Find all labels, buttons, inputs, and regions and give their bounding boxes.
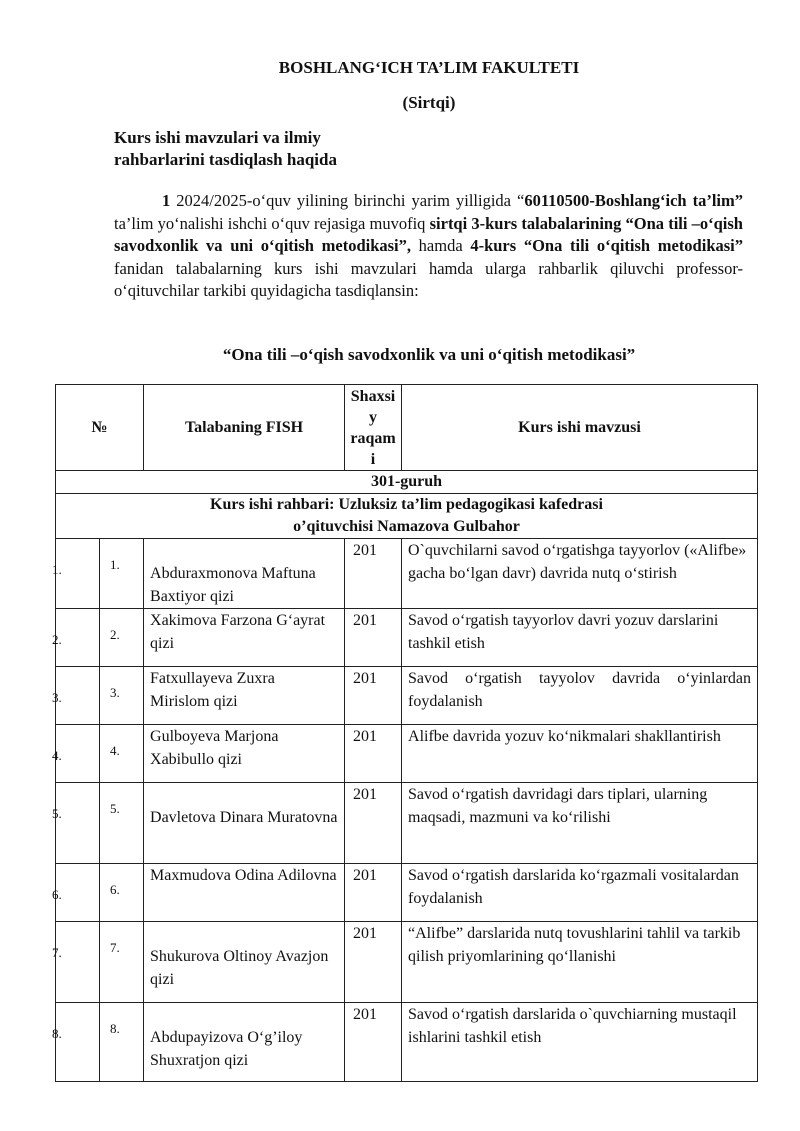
row-number: 8.: [100, 1003, 144, 1082]
row-number: 1.: [100, 539, 144, 609]
student-name: Gulboyeva Marjona Xabibullo qizi: [144, 725, 345, 783]
course-topic: Savod o‘rgatish tayyolov davrida o‘yinlardan foydalanish: [402, 667, 758, 725]
paragraph-bold-3: 4-kurs “Ona tili o‘qitish metodikasi”: [470, 236, 744, 256]
paragraph-text-3: hamda: [411, 236, 471, 256]
row-outer-number-text: 2.: [52, 632, 62, 647]
supervisor-line-1: Kurs ishi rahbari: Uzluksiz ta’lim pedagogikasi kafedrasi: [210, 496, 603, 513]
row-outer-number: [52, 667, 100, 725]
student-id: 201: [345, 667, 402, 725]
row-number: 2.: [100, 609, 144, 667]
subject-line-1: Kurs ishi mavzulari va ilmiy: [114, 128, 321, 147]
table-header-row: [56, 385, 758, 471]
subject-line-2: rahbarlarini tasdiqlash haqida: [114, 150, 337, 169]
course-topic: “Alifbe” darslarida nutq tovushlarini tahlil va tarkib qilish priyomlarining qo‘llanishi: [402, 922, 758, 1003]
row-number: 4.: [100, 725, 144, 783]
table-row: [56, 725, 758, 783]
student-id: 201: [345, 725, 402, 783]
student-name: Davletova Dinara Muratovna: [144, 783, 345, 864]
table-row: [56, 539, 758, 609]
header-id: [345, 385, 402, 471]
row-number: 7.: [100, 922, 144, 1003]
group-row: [56, 471, 758, 494]
table-row: [56, 1003, 758, 1082]
decree-paragraph: [114, 190, 743, 303]
course-topic: Savod o‘rgatish darslarida ko‘rgazmali vositalardan foydalanish: [402, 864, 758, 922]
table-row: [56, 667, 758, 725]
student-id: 201: [345, 864, 402, 922]
study-form: (Sirtqi): [402, 93, 456, 112]
course-topic: Alifbe davrida yozuv ko‘nikmalari shakllantirish: [402, 725, 758, 783]
table-row: [56, 922, 758, 1003]
row-outer-number: [52, 922, 100, 1003]
row-outer-number-text: 7.: [52, 945, 62, 960]
subject-heading: [114, 127, 337, 171]
paragraph-text-4: fanidan talabalarning kurs ishi mavzulari hamda ularga rahbarlik qiluvchi professor-o‘qituvchilar tarkibi quyidagicha tasdiqlansin:: [114, 258, 743, 301]
row-outer-number: [52, 539, 100, 609]
student-id: 201: [345, 1003, 402, 1082]
course-topic: O`quvchilarni savod o‘rgatishga tayyorlov («Alifbe» gacha bo‘lgan davr) davrida nutq o‘stirish: [402, 539, 758, 609]
course-topic: Savod o‘rgatish tayyorlov davri yozuv darslarini tashkil etish: [402, 609, 758, 667]
student-id: 201: [345, 783, 402, 864]
row-outer-number-text: 4.: [52, 748, 62, 763]
table-row: [56, 783, 758, 864]
row-outer-number-text: 6.: [52, 887, 62, 902]
student-name: Shukurova Oltinoy Avazjon qizi: [144, 922, 345, 1003]
faculty-title: BOSHLANG‘ICH TA’LIM FAKULTETI: [278, 58, 580, 77]
header-topic: Kurs ishi mavzusi: [402, 385, 758, 471]
paragraph-number: 1: [162, 191, 171, 210]
student-name: Xakimova Farzona G‘ayrat qizi: [144, 609, 345, 667]
row-number: 5.: [100, 783, 144, 864]
student-name: Fatxullayeva Zuxra Mirislom qizi: [144, 667, 345, 725]
header-id-line: raqam: [350, 429, 396, 447]
row-outer-number: [52, 609, 100, 667]
table-row: [56, 864, 758, 922]
paragraph-text-2: ta’lim yo‘nalishi ishchi o‘quv rejasiga muvofiq: [114, 213, 430, 233]
student-name: Maxmudova Odina Adilovna: [144, 864, 345, 922]
student-name: Abduraxmonova Maftuna Baxtiyor qizi: [144, 539, 345, 609]
group-label: 301-guruh: [56, 471, 758, 494]
course-topic: Savod o‘rgatish davridagi dars tiplari, ularning maqsadi, mazmuni va ko‘rilishi: [402, 783, 758, 864]
student-id: 201: [345, 609, 402, 667]
row-outer-number-text: 3.: [52, 690, 62, 705]
table-row: [56, 609, 758, 667]
header-id-line: i: [370, 450, 376, 468]
row-number: 6.: [100, 864, 144, 922]
row-outer-number: [52, 725, 100, 783]
supervisor-line-2: o’qituvchisi Namazova Gulbahor: [293, 518, 520, 535]
header-id-line: y: [369, 408, 378, 426]
header-no: №: [56, 385, 144, 471]
paragraph-text-1: 2024/2025-o‘quv yilining birinchi yarim yilligida “: [170, 191, 525, 210]
section-title: “Ona tili –o‘qish savodxonlik va uni o‘qitish metodikasi”: [222, 345, 636, 364]
header-id-line: Shaxsi: [350, 387, 396, 405]
row-outer-number-text: 8.: [52, 1026, 62, 1041]
row-outer-number-text: 5.: [52, 806, 62, 821]
course-topic: Savod o‘rgatish darslarida o`quvchiarning mustaqil ishlarini tashkil etish: [402, 1003, 758, 1082]
header-name: Talabaning FISH: [144, 385, 345, 471]
supervisor-label: [56, 494, 758, 539]
student-id: 201: [345, 922, 402, 1003]
student-name: Abdupayizova O‘g’iloy Shuxratjon qizi: [144, 1003, 345, 1082]
row-number: 3.: [100, 667, 144, 725]
row-outer-number-text: 1.: [52, 562, 62, 577]
student-id: 201: [345, 539, 402, 609]
row-outer-number: [52, 864, 100, 922]
course-work-table: [52, 384, 758, 1082]
row-outer-number: [52, 1003, 100, 1082]
paragraph-bold-1: 60110500-Boshlang‘ich ta’lim”: [524, 191, 743, 210]
paragraph-bold-2: sirtqi 3-kurs talabalarining “Ona tili –o‘qish savodxonlik va uni o‘qitish metodikasi”,: [114, 213, 743, 256]
supervisor-row: [56, 494, 758, 539]
row-outer-number: [52, 783, 100, 864]
